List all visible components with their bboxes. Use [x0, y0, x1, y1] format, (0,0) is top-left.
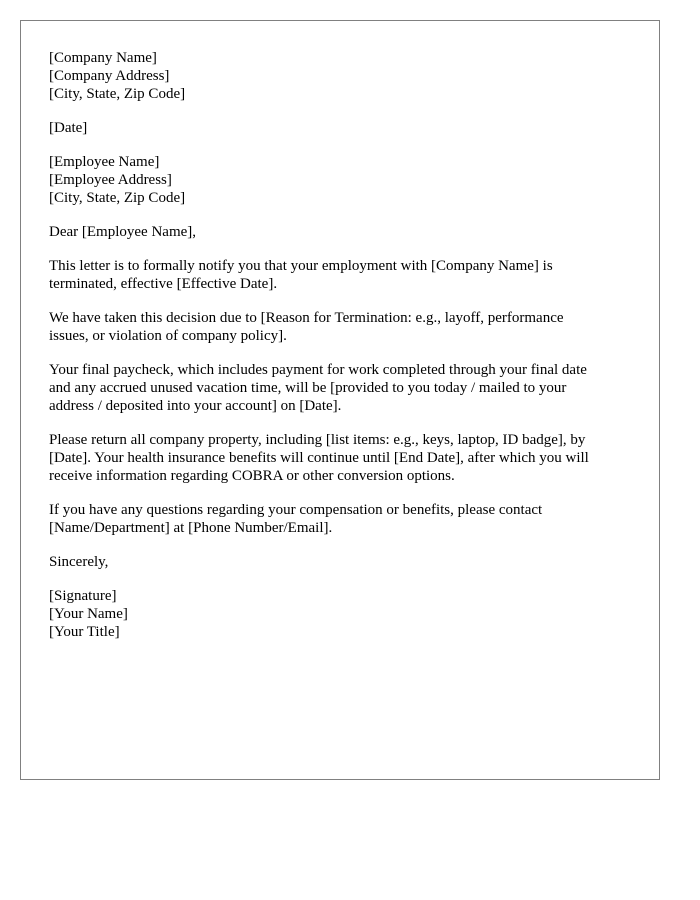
paragraph-line: [Name/Department] at [Phone Number/Email]. — [49, 520, 333, 536]
signer-name: [Your Name] — [49, 606, 128, 622]
closing: Sincerely, — [49, 554, 109, 570]
paragraph-line: [Date]. Your health insurance benefits will continue until [End Date], after which you will — [49, 450, 589, 466]
paragraph-reason — [49, 309, 639, 345]
signer-title: [Your Title] — [49, 624, 120, 640]
paragraph-line: We have taken this decision due to [Reason for Termination: e.g., layoff, performance — [49, 310, 564, 326]
paragraph-line: Please return all company property, including [list items: e.g., keys, laptop, ID badge], by — [49, 432, 586, 448]
recipient-name: [Employee Name] — [49, 154, 160, 170]
paragraph-line: issues, or violation of company policy]. — [49, 328, 287, 344]
sender-address-block — [49, 49, 639, 103]
letter-date: [Date] — [49, 120, 88, 136]
recipient-address-block — [49, 153, 639, 207]
paragraph-line: This letter is to formally notify you that your employment with [Company Name] is — [49, 258, 553, 274]
paragraph-line: If you have any questions regarding your compensation or benefits, please contact — [49, 502, 543, 518]
date-block — [49, 119, 639, 137]
paragraph-questions — [49, 501, 639, 537]
paragraph-line: Your final paycheck, which includes payment for work completed through your final date — [49, 362, 587, 378]
salutation: Dear [Employee Name], — [49, 224, 197, 240]
sender-company-name: [Company Name] — [49, 50, 157, 66]
sender-company-address: [Company Address] — [49, 68, 170, 84]
sender-city-state-zip: [City, State, Zip Code] — [49, 86, 186, 102]
paragraph-final-paycheck — [49, 361, 639, 415]
signature-placeholder: [Signature] — [49, 588, 117, 604]
recipient-city-state-zip: [City, State, Zip Code] — [49, 190, 186, 206]
paragraph-notification — [49, 257, 639, 293]
salutation-block — [49, 223, 639, 241]
paragraph-line: terminated, effective [Effective Date]. — [49, 276, 278, 292]
paragraph-line: address / deposited into your account] on [Date]. — [49, 398, 342, 414]
letter-body — [49, 49, 639, 657]
letter-page — [20, 20, 660, 780]
paragraph-line: and any accrued unused vacation time, will be [provided to you today / mailed to your — [49, 380, 567, 396]
paragraph-company-property — [49, 431, 639, 485]
signature-block — [49, 587, 639, 641]
recipient-address: [Employee Address] — [49, 172, 172, 188]
paragraph-line: receive information regarding COBRA or other conversion options. — [49, 468, 455, 484]
closing-block — [49, 553, 639, 571]
